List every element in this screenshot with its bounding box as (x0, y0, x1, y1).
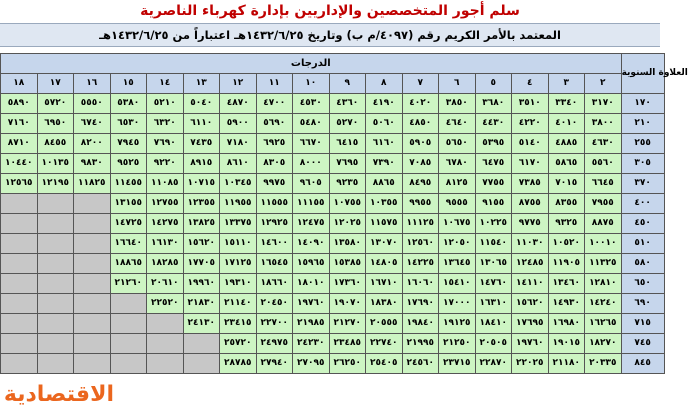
allowance-cell: ١٧٠ (621, 94, 664, 114)
salary-cell: ٧٣٨٥ (512, 174, 549, 194)
salary-cell: ٢٢٠٢٥ (512, 354, 549, 374)
salary-cell: ٨٨٧٥ (585, 214, 622, 234)
degree-header: ١٥ (110, 74, 147, 94)
salary-cell: ٢٥٤٠٥ (366, 354, 403, 374)
empty-cell (74, 214, 111, 234)
salary-cell: ١٠٣٤٥ (220, 174, 257, 194)
salary-cell: ١٨٨٦٥ (110, 254, 147, 274)
salary-cell: ١٦٩٨٠ (548, 314, 585, 334)
salary-cell: ٨٣٥٥ (548, 194, 585, 214)
degrees-group-header: الدرجات (1, 54, 622, 74)
salary-cell: ١٤٢٤٠ (585, 294, 622, 314)
degree-header: ١٦ (74, 74, 111, 94)
degree-header: ١٠ (293, 74, 330, 94)
salary-cell: ٢٠٥٠٥ (475, 334, 512, 354)
salary-cell: ١٧٣٦٠ (329, 274, 366, 294)
salary-cell: ٦٤٧٥ (475, 154, 512, 174)
salary-cell: ٨٢٠٠ (74, 134, 111, 154)
salary-cell: ٦١١٠ (183, 114, 220, 134)
empty-cell (37, 254, 74, 274)
salary-cell: ١١٥٥٥ (256, 194, 293, 214)
salary-cell: ١١١٥٥ (293, 194, 330, 214)
salary-cell: ٧٩٥٥ (585, 194, 622, 214)
empty-cell (1, 274, 38, 294)
salary-cell: ٦٧٤٠ (74, 114, 111, 134)
salary-scale-table (0, 53, 688, 374)
salary-cell: ٥٩٠٥ (402, 134, 439, 154)
salary-cell: ٤٠٢٠ (402, 94, 439, 114)
empty-cell (147, 314, 184, 334)
salary-cell: ٨٩١٥ (183, 154, 220, 174)
salary-cell: ٥٦٥٠ (439, 134, 476, 154)
salary-cell: ١١٥٧٥ (366, 214, 403, 234)
empty-cell (74, 234, 111, 254)
salary-cell: ٩٢٢٠ (147, 154, 184, 174)
salary-cell: ١٠٦٧٥ (439, 214, 476, 234)
salary-cell: ٥١٤٠ (512, 134, 549, 154)
salary-cell: ١٣٤٦٠ (548, 274, 585, 294)
allowance-cell: ٣٧٠ (621, 174, 664, 194)
salary-cell: ٨٧٥٥ (512, 194, 549, 214)
salary-cell: ٢١١٨٠ (548, 354, 585, 374)
salary-cell: ٤٠١٠ (548, 114, 585, 134)
salary-cell: ٢٧٠٩٥ (293, 354, 330, 374)
degree-header: ١٨ (1, 74, 38, 94)
empty-cell (37, 334, 74, 354)
salary-cell: ٢٤٩٧٥ (256, 334, 293, 354)
salary-cell: ٨٤٥٥ (37, 134, 74, 154)
salary-cell: ٢٢٨٧٠ (475, 354, 512, 374)
empty-cell (110, 334, 147, 354)
salary-cell: ١٣٦٤٥ (439, 254, 476, 274)
salary-cell: ١٣٥٨٠ (329, 234, 366, 254)
table-row (1, 274, 665, 294)
salary-cell: ٤٦٤٠ (439, 114, 476, 134)
salary-cell: ٢١٢٧٠ (329, 314, 366, 334)
salary-cell: ٣١٧٠ (585, 94, 622, 114)
salary-cell: ٨٧١٠ (1, 134, 38, 154)
table-row (1, 234, 665, 254)
salary-cell: ٧٧٥٥ (475, 174, 512, 194)
salary-cell: ٢٤١٣٠ (183, 314, 220, 334)
salary-cell: ١٢٧٥٥ (147, 194, 184, 214)
salary-cell: ١٧١٢٥ (220, 254, 257, 274)
salary-cell: ١٢٥٦٥ (1, 174, 38, 194)
allowance-cell: ٥٨٠ (621, 254, 664, 274)
salary-cell: ١١١٢٥ (402, 214, 439, 234)
empty-cell (74, 194, 111, 214)
empty-cell (1, 214, 38, 234)
salary-cell: ٨٠٠٠ (293, 154, 330, 174)
salary-cell: ٧٠٨٥ (402, 154, 439, 174)
salary-cell: ١٣١٥٥ (110, 194, 147, 214)
empty-cell (183, 354, 220, 374)
empty-cell (147, 354, 184, 374)
salary-cell: ١١٩٥٥ (220, 194, 257, 214)
table-row (1, 214, 665, 234)
table-row (1, 314, 665, 334)
salary-cell: ٢١٢٥٠ (439, 334, 476, 354)
salary-cell: ٥٥٦٠ (585, 154, 622, 174)
salary-cell: ٩١٥٥ (475, 194, 512, 214)
degree-header: ٥ (475, 74, 512, 94)
table-row (1, 134, 665, 154)
salary-cell: ١١٥٤٠ (475, 234, 512, 254)
allowance-cell: ٢٥٥ (621, 134, 664, 154)
salary-cell: ١٦٢٦٥ (585, 314, 622, 334)
salary-cell: ٩٥٥٥ (439, 194, 476, 214)
salary-cell: ٧١٨٠ (220, 134, 257, 154)
salary-cell: ٤١٩٠ (366, 94, 403, 114)
degree-header: ٩ (329, 74, 366, 94)
salary-cell: ١٢٩٢٥ (256, 214, 293, 234)
salary-cell: ١٧٧٠٥ (183, 254, 220, 274)
allowance-cell: ٥١٠ (621, 234, 664, 254)
salary-cell: ١٤٠٩٠ (293, 234, 330, 254)
salary-cell: ١٤٧٦٠ (475, 274, 512, 294)
salary-cell: ٦٩٥٠ (37, 114, 74, 134)
table-row (1, 294, 665, 314)
degree-header: ٤ (512, 74, 549, 94)
degree-header: ١٧ (37, 74, 74, 94)
salary-cell: ٥٠٤٠ (183, 94, 220, 114)
salary-cell: ١١٠٣٠ (512, 234, 549, 254)
salary-scale-table-area (0, 53, 688, 415)
degree-header: ٢ (585, 74, 622, 94)
empty-cell (74, 334, 111, 354)
salary-cell: ٣٣٤٠ (548, 94, 585, 114)
empty-cell (37, 234, 74, 254)
allowance-cell: ٨٤٥ (621, 354, 664, 374)
degree-header: ١٢ (220, 74, 257, 94)
salary-cell: ١٨٢٨٥ (147, 254, 184, 274)
salary-cell: ١٠٣٥٥ (366, 194, 403, 214)
degree-header: ١١ (256, 74, 293, 94)
empty-cell (37, 194, 74, 214)
salary-cell: ٦٦٤٥ (585, 174, 622, 194)
empty-cell (1, 354, 38, 374)
empty-cell (74, 254, 111, 274)
allowance-cell: ٧١٥ (621, 314, 664, 334)
salary-cell: ٩٧٧٥ (512, 214, 549, 234)
salary-cell: ٥٠٦٠ (366, 114, 403, 134)
empty-cell (1, 254, 38, 274)
salary-cell: ١٠٤٤٠ (1, 154, 38, 174)
salary-cell: ٤٧٠٠ (256, 94, 293, 114)
salary-cell: ١٠٠١٠ (585, 234, 622, 254)
salary-cell: ٦١٧٠ (512, 154, 549, 174)
salary-cell: ١٣٨٢٥ (183, 214, 220, 234)
salary-cell: ١٤٢٧٥ (147, 214, 184, 234)
salary-cell: ١١٩٠٥ (548, 254, 585, 274)
salary-cell: ٥٨٦٥ (548, 154, 585, 174)
salary-cell: ٧٠١٥ (548, 174, 585, 194)
salary-cell: ١٣٠٧٠ (366, 234, 403, 254)
salary-cell: ٧١٦٠ (1, 114, 38, 134)
salary-cell: ١٤٢٢٥ (402, 254, 439, 274)
salary-cell: ١٨٦٦٠ (256, 274, 293, 294)
salary-cell: ٥٢٧٠ (329, 114, 366, 134)
salary-cell: ٩٥٢٥ (110, 154, 147, 174)
salary-cell: ٥٣٩٥ (475, 134, 512, 154)
salary-cell: ١٢٤٨٥ (512, 254, 549, 274)
empty-cell (37, 314, 74, 334)
salary-cell: ١٣٠٦٥ (475, 254, 512, 274)
salary-cell: ١٩٠١٥ (548, 334, 585, 354)
salary-cell: ١٠٥٢٠ (548, 234, 585, 254)
salary-cell: ٢٥٧٢٠ (220, 334, 257, 354)
allowance-cell: ٣٠٥ (621, 154, 664, 174)
empty-cell (74, 314, 111, 334)
salary-cell: ٤٨٥٠ (402, 114, 439, 134)
empty-cell (1, 294, 38, 314)
salary-cell: ٢٤٢٣٠ (293, 334, 330, 354)
salary-cell: ١٥١١٠ (220, 234, 257, 254)
salary-cell: ١٤٨٠٥ (366, 254, 403, 274)
salary-cell: ٦٤١٥ (329, 134, 366, 154)
salary-cell: ١٩١٢٥ (439, 314, 476, 334)
salary-cell: ٢٨٧٨٥ (220, 354, 257, 374)
salary-cell: ١١٤٥٥ (110, 174, 147, 194)
salary-cell: ١٩٧٦٠ (512, 334, 549, 354)
table-row (1, 114, 665, 134)
salary-cell: ٧٤٣٥ (183, 134, 220, 154)
salary-cell: ١٠٧١٥ (183, 174, 220, 194)
salary-cell: ٢٢٥٢٠ (147, 294, 184, 314)
empty-cell (74, 294, 111, 314)
salary-cell: ٦٦٧٠ (293, 134, 330, 154)
salary-cell: ٢٠٦١٠ (147, 274, 184, 294)
allowance-cell: ٦٥٠ (621, 274, 664, 294)
salary-cell: ١١٣٢٥ (585, 254, 622, 274)
publisher-watermark: الاقتصادية (3, 382, 114, 407)
salary-cell: ٦٣٢٠ (147, 114, 184, 134)
salary-cell: ١٣٣٧٥ (220, 214, 257, 234)
salary-cell: ٢٣٧١٥ (439, 354, 476, 374)
degree-header: ٧ (402, 74, 439, 94)
allowance-cell: ٧٤٥ (621, 334, 664, 354)
salary-cell: ٣٨٥٠ (439, 94, 476, 114)
allowance-cell: ٢١٠ (621, 114, 664, 134)
salary-cell: ٩٩٧٥ (256, 174, 293, 194)
salary-cell: ٥٥٥٠ (74, 94, 111, 114)
table-row (1, 94, 665, 114)
salary-cell: ٥٦٩٠ (256, 114, 293, 134)
salary-cell: ٢٦٢٥٠ (329, 354, 366, 374)
salary-cell: ١٤٧٢٥ (110, 214, 147, 234)
salary-cell: ٥٨٩٠ (1, 94, 38, 114)
degree-header: ٨ (366, 74, 403, 94)
empty-cell (37, 214, 74, 234)
salary-cell: ١٢٤٧٥ (293, 214, 330, 234)
salary-cell: ١٢١٩٥ (37, 174, 74, 194)
salary-cell: ١٨٢٧٠ (585, 334, 622, 354)
empty-cell (37, 294, 74, 314)
salary-cell: ١٥٣٨٥ (329, 254, 366, 274)
salary-cell: ٢٤٥٦٠ (402, 354, 439, 374)
salary-cell: ٢٢٧٤٠ (366, 334, 403, 354)
salary-cell: ٢١٩٨٥ (293, 314, 330, 334)
salary-cell: ٨٣٠٥ (256, 154, 293, 174)
salary-cell: ١٦٣١٠ (475, 294, 512, 314)
salary-cell: ١٧٠٠٠ (439, 294, 476, 314)
salary-cell: ٦٥٣٠ (110, 114, 147, 134)
salary-cell: ٩٦٠٥ (293, 174, 330, 194)
salary-cell: ٤٣٦٠ (329, 94, 366, 114)
salary-cell: ١٢٠٢٥ (329, 214, 366, 234)
salary-cell: ١١٨٢٥ (74, 174, 111, 194)
salary-cell: ٤٤٣٠ (475, 114, 512, 134)
degree-header: ٦ (439, 74, 476, 94)
salary-cell: ٥٧٢٠ (37, 94, 74, 114)
empty-cell (183, 334, 220, 354)
salary-cell: ١٩٧٦٠ (293, 294, 330, 314)
empty-cell (110, 314, 147, 334)
salary-cell: ٢١٢٦٠ (110, 274, 147, 294)
salary-cell: ٢٠٤٥٠ (256, 294, 293, 314)
empty-cell (37, 274, 74, 294)
salary-cell: ١٢٠٥٠ (439, 234, 476, 254)
empty-cell (110, 294, 147, 314)
degree-header: ١٣ (183, 74, 220, 94)
salary-cell: ٧٣٩٠ (366, 154, 403, 174)
table-row (1, 174, 665, 194)
salary-cell: ٢٧٩٤٠ (256, 354, 293, 374)
salary-cell: ٩٩٥٥ (402, 194, 439, 214)
salary-cell: ٨٤٩٥ (402, 174, 439, 194)
salary-cell: ٩٨٣٠ (74, 154, 111, 174)
salary-cell: ١٢٣٥٥ (183, 194, 220, 214)
salary-cell: ١٥٩٦٥ (293, 254, 330, 274)
salary-cell: ٥٢١٠ (147, 94, 184, 114)
empty-cell (110, 354, 147, 374)
salary-cell: ٧٦٩٠ (147, 134, 184, 154)
salary-cell: ١٩٣١٠ (220, 274, 257, 294)
salary-cell: ٢١٩٩٥ (402, 334, 439, 354)
salary-cell: ١٦٧١٠ (366, 274, 403, 294)
empty-cell (1, 314, 38, 334)
salary-cell: ١٦١٣٠ (147, 234, 184, 254)
empty-cell (37, 354, 74, 374)
salary-cell: ١٨٤١٠ (475, 314, 512, 334)
salary-cell: ١٩٩٦٠ (183, 274, 220, 294)
salary-cell: ٦٩٢٥ (256, 134, 293, 154)
empty-cell (1, 234, 38, 254)
salary-cell: ٢١١٤٠ (220, 294, 257, 314)
salary-cell: ١٧٦٩٥ (512, 314, 549, 334)
table-row (1, 154, 665, 174)
empty-cell (74, 274, 111, 294)
allowance-cell: ٦٩٠ (621, 294, 664, 314)
salary-cell: ٢٣٤٨٥ (329, 334, 366, 354)
salary-cell: ٩٣٢٥ (548, 214, 585, 234)
salary-cell: ١١٠٨٥ (147, 174, 184, 194)
salary-cell: ١٢٨١٠ (585, 274, 622, 294)
page-title: سلم أجور المتخصصين والإداريين بإدارة كهرباء الناصرية (0, 0, 660, 22)
salary-cell: ١٨٠١٠ (293, 274, 330, 294)
salary-cell: ٥٤٨٠ (293, 114, 330, 134)
salary-cell: ٢٢٧٠٠ (256, 314, 293, 334)
salary-cell: ١٠٧٥٥ (329, 194, 366, 214)
allowance-cell: ٤٠٠ (621, 194, 664, 214)
salary-cell: ٨١٢٥ (439, 174, 476, 194)
salary-cell: ٤٢٢٠ (512, 114, 549, 134)
salary-cell: ٢١٨٣٠ (183, 294, 220, 314)
salary-cell: ٥٣٨٠ (110, 94, 147, 114)
empty-cell (1, 194, 38, 214)
salary-cell: ١٤١١٠ (512, 274, 549, 294)
salary-cell: ١٤٦٠٠ (256, 234, 293, 254)
salary-cell: ١٤٩٣٠ (548, 294, 585, 314)
salary-cell: ١٥٦٢٠ (183, 234, 220, 254)
salary-cell: ١٩٨٤٠ (402, 314, 439, 334)
salary-cell: ٢٠٣٣٥ (585, 354, 622, 374)
salary-cell: ١٠٢٢٥ (475, 214, 512, 234)
salary-cell: ٢٣٤١٥ (220, 314, 257, 334)
salary-cell: ٤٨٨٥ (548, 134, 585, 154)
table-row (1, 354, 665, 374)
salary-cell: ٨٨٦٥ (366, 174, 403, 194)
salary-cell: ١٢٥٦٠ (402, 234, 439, 254)
salary-cell: ١٨٣٨٠ (366, 294, 403, 314)
empty-cell (147, 334, 184, 354)
salary-cell: ٤٦٣٠ (585, 134, 622, 154)
salary-cell: ١٧٦٩٠ (402, 294, 439, 314)
salary-cell: ٤٥٣٠ (293, 94, 330, 114)
salary-cell: ٢٠٥٥٥ (366, 314, 403, 334)
salary-cell: ١٦٠٦٠ (402, 274, 439, 294)
degree-header: ٣ (548, 74, 585, 94)
page-subtitle: المعتمد بالأمر الكريم رقم (٤٠٩٧/م ب) وتاريخ ١٤٣٢/٦/٢٥هـ اعتباراً من ١٤٣٢/٦/٢٥هـ (0, 23, 660, 47)
salary-cell: ٥٩٠٠ (220, 114, 257, 134)
salary-cell: ١٠١٣٥ (37, 154, 74, 174)
salary-cell: ٣٥١٠ (512, 94, 549, 114)
salary-cell: ٦١٦٠ (366, 134, 403, 154)
salary-cell: ٤٨٧٠ (220, 94, 257, 114)
salary-cell: ١٦٥٤٥ (256, 254, 293, 274)
salary-cell: ١٩٠٧٠ (329, 294, 366, 314)
salary-cell: ٧٦٩٥ (329, 154, 366, 174)
salary-cell: ٣٦٨٠ (475, 94, 512, 114)
salary-cell: ٣٨٠٠ (585, 114, 622, 134)
annual-allowance-header: العلاوة السنوية (621, 54, 664, 94)
table-row (1, 254, 665, 274)
salary-cell: ٩٢٣٥ (329, 174, 366, 194)
salary-cell: ٨٦١٠ (220, 154, 257, 174)
salary-cell: ١٥٤١٠ (439, 274, 476, 294)
empty-cell (74, 354, 111, 374)
salary-cell: ١٥٦٢٠ (512, 294, 549, 314)
degree-header: ١٤ (147, 74, 184, 94)
table-row (1, 334, 665, 354)
empty-cell (1, 334, 38, 354)
salary-cell: ١٦٦٤٠ (110, 234, 147, 254)
salary-cell: ٦٧٨٠ (439, 154, 476, 174)
table-row (1, 194, 665, 214)
allowance-cell: ٤٥٠ (621, 214, 664, 234)
salary-cell: ٧٩٤٥ (110, 134, 147, 154)
